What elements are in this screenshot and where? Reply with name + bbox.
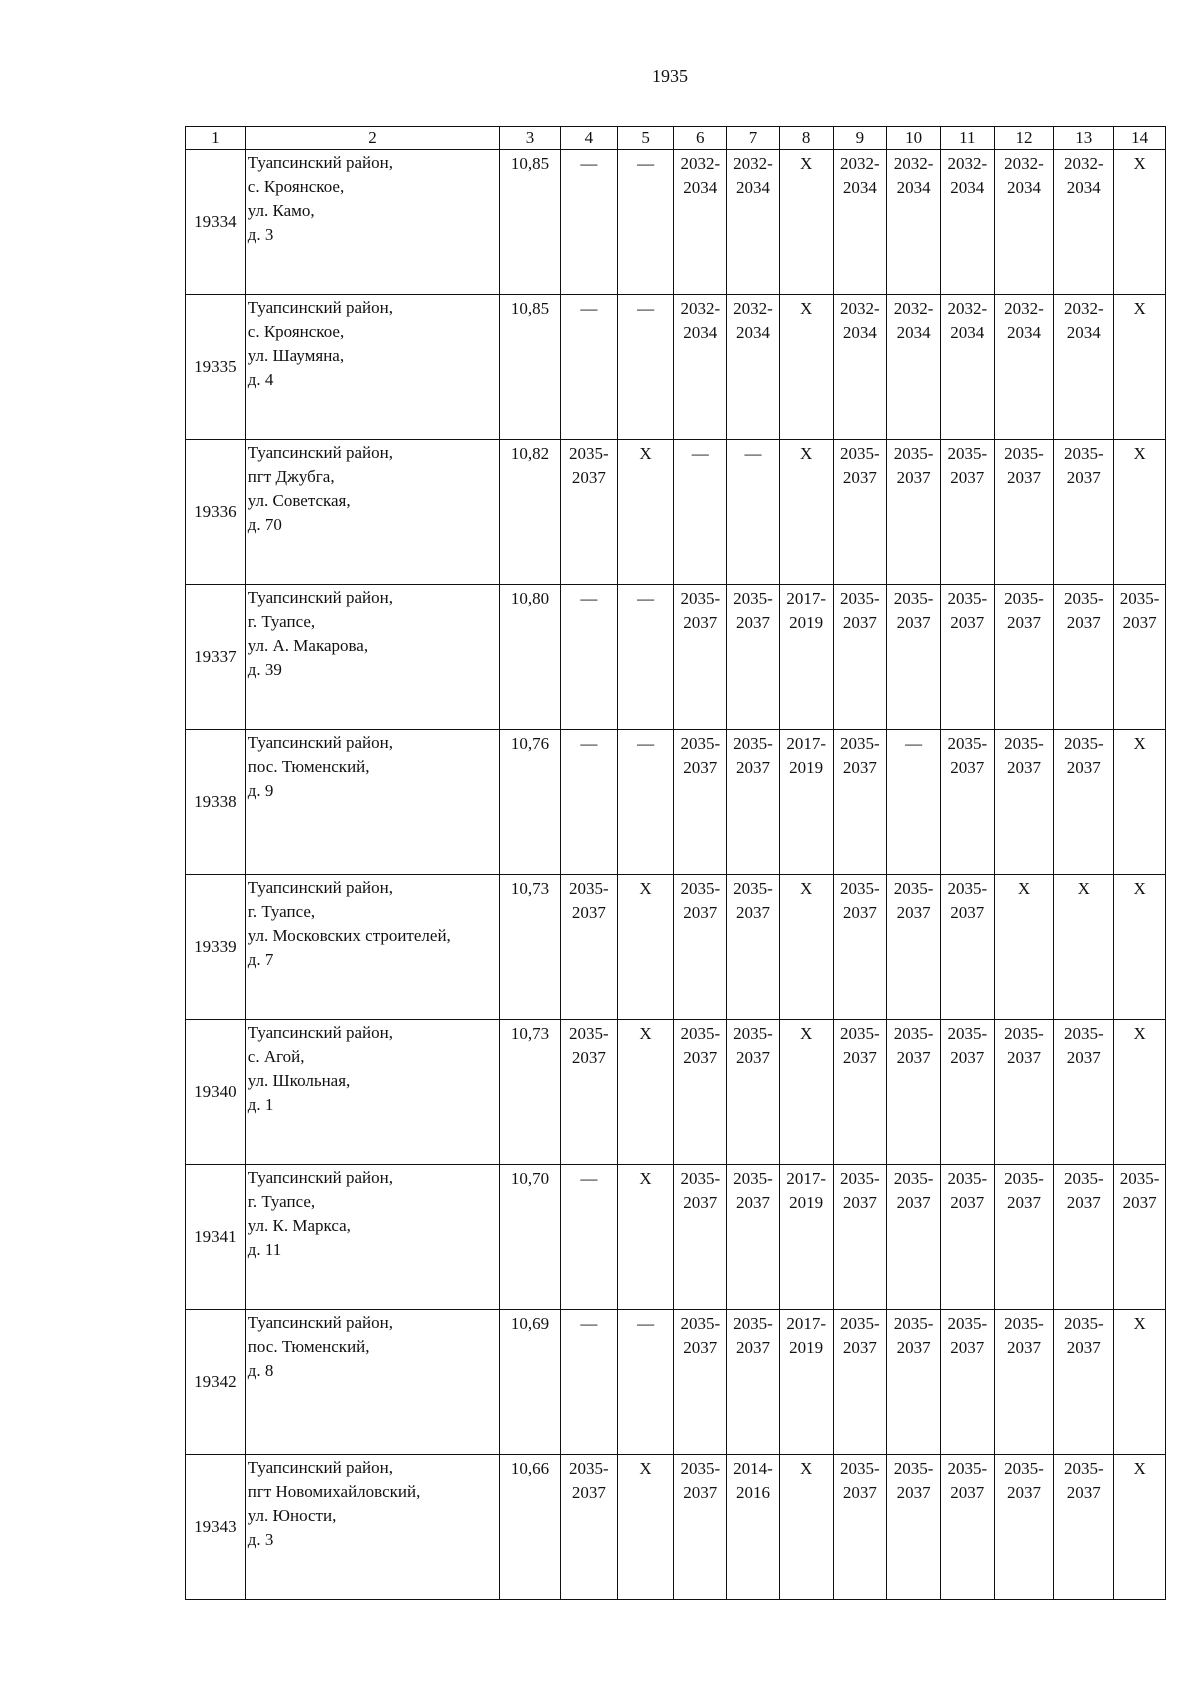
housing-register-table (185, 126, 1166, 1600)
value-cell: 2035- 2037 (887, 1020, 941, 1165)
value-cell: 2035- 2037 (1054, 440, 1114, 585)
value-cell: — (560, 150, 617, 295)
value-cell: 2035- 2037 (994, 730, 1054, 875)
address-cell: Туапсинский район, с. Кроянское, ул. Шаумяна, д. 4 (245, 295, 499, 440)
row-number: 19340 (186, 1020, 246, 1165)
value-cell: 2035- 2037 (887, 585, 941, 730)
value-cell: X (1114, 1310, 1166, 1455)
value-cell: 2032- 2034 (727, 295, 780, 440)
address-cell: Туапсинский район, пгт Джубга, ул. Советская, д. 70 (245, 440, 499, 585)
value-cell: 2017- 2019 (779, 730, 833, 875)
value-cell: 10,66 (500, 1455, 561, 1600)
page-number: 1935 (652, 66, 688, 86)
value-cell: X (1114, 295, 1166, 440)
value-cell: 2035- 2037 (727, 1310, 780, 1455)
row-number: 19339 (186, 875, 246, 1020)
value-cell: 2032- 2034 (887, 150, 941, 295)
value-cell: 2035- 2037 (833, 1310, 887, 1455)
value-cell: — (887, 730, 941, 875)
column-header: 12 (994, 127, 1054, 150)
table-row (186, 1165, 1166, 1310)
value-cell: 2035- 2037 (674, 1455, 727, 1600)
table-row (186, 875, 1166, 1020)
value-cell: X (779, 875, 833, 1020)
table-row (186, 150, 1166, 295)
value-cell: 2035- 2037 (994, 585, 1054, 730)
value-cell: 2035- 2037 (940, 440, 994, 585)
table-row (186, 440, 1166, 585)
value-cell: — (617, 730, 674, 875)
value-cell: X (779, 150, 833, 295)
value-cell: 2035- 2037 (887, 1165, 941, 1310)
value-cell: X (779, 295, 833, 440)
value-cell: 2032- 2034 (940, 295, 994, 440)
value-cell: 2032- 2034 (727, 150, 780, 295)
value-cell: X (617, 1455, 674, 1600)
value-cell: 2032- 2034 (833, 295, 887, 440)
value-cell: 2035- 2037 (674, 1165, 727, 1310)
value-cell: X (1114, 440, 1166, 585)
value-cell: X (617, 1165, 674, 1310)
value-cell: 2035- 2037 (674, 730, 727, 875)
value-cell: — (617, 150, 674, 295)
table-row (186, 1020, 1166, 1165)
value-cell: 2017- 2019 (779, 1165, 833, 1310)
column-header: 9 (833, 127, 887, 150)
value-cell: X (1114, 1455, 1166, 1600)
value-cell: 2035- 2037 (560, 1455, 617, 1600)
table-row (186, 1455, 1166, 1600)
column-header: 1 (186, 127, 246, 150)
value-cell: X (994, 875, 1054, 1020)
row-number: 19335 (186, 295, 246, 440)
address-cell: Туапсинский район, с. Агой, ул. Школьная, д. 1 (245, 1020, 499, 1165)
value-cell: 2032- 2034 (1054, 295, 1114, 440)
value-cell: 2032- 2034 (833, 150, 887, 295)
value-cell: X (779, 1020, 833, 1165)
value-cell: 2035- 2037 (833, 875, 887, 1020)
value-cell: — (617, 295, 674, 440)
table-body (186, 150, 1166, 1600)
table-row (186, 585, 1166, 730)
column-number-row (186, 127, 1166, 150)
value-cell: 2032- 2034 (887, 295, 941, 440)
value-cell: 10,76 (500, 730, 561, 875)
value-cell: 2035- 2037 (994, 1455, 1054, 1600)
value-cell: 2035- 2037 (994, 440, 1054, 585)
value-cell: 2035- 2037 (940, 875, 994, 1020)
value-cell: 10,85 (500, 150, 561, 295)
value-cell: 2035- 2037 (727, 875, 780, 1020)
value-cell: 10,85 (500, 295, 561, 440)
value-cell: 2035- 2037 (940, 585, 994, 730)
value-cell: 2035- 2037 (560, 440, 617, 585)
value-cell: 2035- 2037 (940, 1310, 994, 1455)
table-row (186, 295, 1166, 440)
value-cell: 2035- 2037 (887, 1455, 941, 1600)
value-cell: 2032- 2034 (940, 150, 994, 295)
value-cell: 2017- 2019 (779, 1310, 833, 1455)
address-cell: Туапсинский район, г. Туапсе, ул. Московских строителей, д. 7 (245, 875, 499, 1020)
row-number: 19336 (186, 440, 246, 585)
value-cell: 2032- 2034 (674, 295, 727, 440)
value-cell: X (617, 440, 674, 585)
value-cell: 2035- 2037 (833, 440, 887, 585)
value-cell: 2035- 2037 (727, 585, 780, 730)
value-cell: 2035- 2037 (833, 730, 887, 875)
address-cell: Туапсинский район, пос. Тюменский, д. 9 (245, 730, 499, 875)
value-cell: — (560, 1310, 617, 1455)
value-cell: 2035- 2037 (1054, 585, 1114, 730)
value-cell: X (779, 1455, 833, 1600)
address-cell: Туапсинский район, г. Туапсе, ул. К. Маркса, д. 11 (245, 1165, 499, 1310)
value-cell: 2035- 2037 (940, 1020, 994, 1165)
row-number: 19342 (186, 1310, 246, 1455)
value-cell: — (617, 1310, 674, 1455)
row-number: 19338 (186, 730, 246, 875)
column-header: 11 (940, 127, 994, 150)
value-cell: 2035- 2037 (1114, 585, 1166, 730)
value-cell: 2035- 2037 (833, 585, 887, 730)
address-cell: Туапсинский район, пос. Тюменский, д. 8 (245, 1310, 499, 1455)
value-cell: 2032- 2034 (674, 150, 727, 295)
value-cell: 2035- 2037 (887, 875, 941, 1020)
value-cell: 2035- 2037 (940, 1455, 994, 1600)
value-cell: 2035- 2037 (1114, 1165, 1166, 1310)
value-cell: 2035- 2037 (1054, 1020, 1114, 1165)
table-row (186, 730, 1166, 875)
value-cell: X (1054, 875, 1114, 1020)
value-cell: 10,69 (500, 1310, 561, 1455)
value-cell: 2035- 2037 (727, 730, 780, 875)
value-cell: 2035- 2037 (674, 1310, 727, 1455)
value-cell: 2035- 2037 (994, 1020, 1054, 1165)
value-cell: 10,80 (500, 585, 561, 730)
column-header: 2 (245, 127, 499, 150)
value-cell: 2035- 2037 (887, 1310, 941, 1455)
column-header: 6 (674, 127, 727, 150)
value-cell: 2035- 2037 (994, 1165, 1054, 1310)
value-cell: 2017- 2019 (779, 585, 833, 730)
value-cell: X (617, 1020, 674, 1165)
value-cell: X (1114, 730, 1166, 875)
value-cell: X (1114, 1020, 1166, 1165)
column-header: 14 (1114, 127, 1166, 150)
value-cell: 2035- 2037 (674, 585, 727, 730)
value-cell: — (560, 295, 617, 440)
value-cell: 2035- 2037 (1054, 1310, 1114, 1455)
value-cell: — (674, 440, 727, 585)
row-number: 19343 (186, 1455, 246, 1600)
address-cell: Туапсинский район, с. Кроянское, ул. Камо, д. 3 (245, 150, 499, 295)
column-header: 13 (1054, 127, 1114, 150)
value-cell: 2035- 2037 (1054, 730, 1114, 875)
table-row (186, 1310, 1166, 1455)
value-cell: 2014- 2016 (727, 1455, 780, 1600)
value-cell: 2032- 2034 (994, 150, 1054, 295)
value-cell: 2035- 2037 (674, 875, 727, 1020)
value-cell: 10,82 (500, 440, 561, 585)
address-cell: Туапсинский район, пгт Новомихайловский, ул. Юности, д. 3 (245, 1455, 499, 1600)
column-header: 4 (560, 127, 617, 150)
value-cell: 2035- 2037 (833, 1165, 887, 1310)
address-cell: Туапсинский район, г. Туапсе, ул. А. Макарова, д. 39 (245, 585, 499, 730)
value-cell: 2035- 2037 (1054, 1455, 1114, 1600)
value-cell: 2035- 2037 (560, 875, 617, 1020)
column-header: 3 (500, 127, 561, 150)
value-cell: X (1114, 875, 1166, 1020)
value-cell: 2035- 2037 (994, 1310, 1054, 1455)
column-header: 8 (779, 127, 833, 150)
value-cell: 2035- 2037 (940, 1165, 994, 1310)
value-cell: 2035- 2037 (674, 1020, 727, 1165)
column-header: 5 (617, 127, 674, 150)
column-header: 10 (887, 127, 941, 150)
value-cell: 2035- 2037 (560, 1020, 617, 1165)
row-number: 19337 (186, 585, 246, 730)
value-cell: 2035- 2037 (833, 1455, 887, 1600)
value-cell: 10,73 (500, 875, 561, 1020)
value-cell: 2035- 2037 (727, 1165, 780, 1310)
value-cell: 2035- 2037 (887, 440, 941, 585)
row-number: 19334 (186, 150, 246, 295)
value-cell: — (560, 1165, 617, 1310)
row-number: 19341 (186, 1165, 246, 1310)
value-cell: X (617, 875, 674, 1020)
value-cell: 2032- 2034 (1054, 150, 1114, 295)
value-cell: — (727, 440, 780, 585)
value-cell: 2035- 2037 (833, 1020, 887, 1165)
value-cell: 2032- 2034 (994, 295, 1054, 440)
value-cell: — (560, 730, 617, 875)
value-cell: 2035- 2037 (1054, 1165, 1114, 1310)
value-cell: 2035- 2037 (940, 730, 994, 875)
value-cell: 10,70 (500, 1165, 561, 1310)
column-header: 7 (727, 127, 780, 150)
value-cell: 2035- 2037 (727, 1020, 780, 1165)
value-cell: X (1114, 150, 1166, 295)
value-cell: X (779, 440, 833, 585)
value-cell: 10,73 (500, 1020, 561, 1165)
value-cell: — (560, 585, 617, 730)
value-cell: — (617, 585, 674, 730)
